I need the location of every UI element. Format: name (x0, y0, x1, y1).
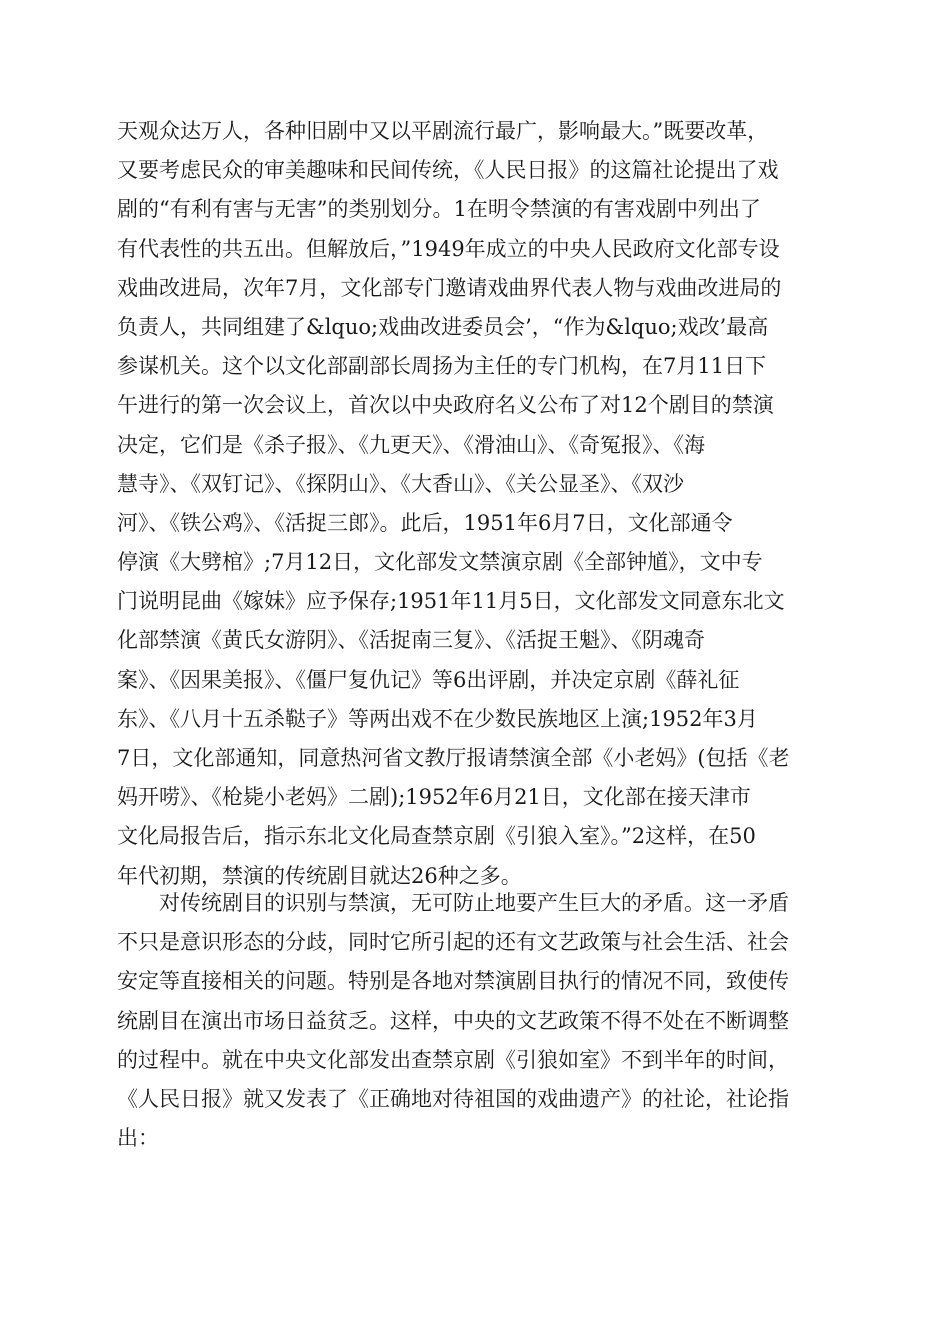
text-line: 出： (117, 1126, 159, 1151)
text-line: 门说明昆曲《嫁妹》应予保存;1951年11月5日，文化部发文同意东北文 (117, 589, 785, 614)
paragraph-2 (117, 884, 837, 1158)
text-line: 负责人，共同组建了&lquo;戏曲改进委员会’，“作为&lquo;戏改’最高 (117, 314, 769, 339)
text-line: 年代初期，禁演的传统剧目就达26种之多。 (117, 863, 522, 888)
text-line: 午进行的第一次会议上，首次以中央政府名义公布了对12个剧目的禁演 (117, 393, 774, 418)
text-line: 对传统剧目的识别与禁演，无可防止地要产生巨大的矛盾。这一矛盾 (159, 891, 789, 915)
text-line: 停演《大劈棺》;7月12日，文化部发文禁演京剧《全部钟馗》，文中专 (117, 550, 763, 575)
text-line: 化部禁演《黄氏女游阴》、《活捉南三复》、《活捉王魁》、《阴魂奇 (117, 628, 705, 653)
text-line: 妈开唠》、《枪毙小老妈》二剧);1952年6月21日，文化部在接天津市 (117, 785, 751, 810)
text-line: 有代表性的共五出。但解放后，”1949年成立的中央人民政府文化部专设 (117, 236, 780, 261)
text-line: 统剧目在演出市场日益贫乏。这样，中央的文艺政策不得不处在不断调整 (117, 1008, 789, 1033)
text-line: 慧寺》、《双钉记》、《探阴山》、《大香山》、《关公显圣》、《双沙 (117, 471, 684, 496)
text-line: 《人民日报》就又发表了《正确地对待祖国的戏曲遗产》的社论，社论指 (117, 1086, 789, 1111)
text-line: 文化局报告后，指示东北文化局查禁京剧《引狼入室》。”2这样，在50 (117, 824, 756, 849)
paragraph-1 (117, 112, 837, 896)
text-line: 剧的“有利有害与无害”的类别划分。1在明令禁演的有害戏剧中列出了 (117, 197, 761, 222)
text-line: 天观众达万人，各种旧剧中又以平剧流行最广，影响最大。”既要改革， (117, 119, 769, 143)
text-line: 又要考虑民众的审美趣味和民间传统，《人民日报》的这篇社论提出了戏 (117, 158, 779, 183)
text-line: 参谋机关。这个以文化部副部长周扬为主任的专门机构，在7月11日下 (117, 354, 767, 379)
text-line: 决定，它们是《杀子报》、《九更天》、《滑油山》、《奇冤报》、《海 (117, 432, 705, 457)
text-line: 戏曲改进局，次年7月，文化部专门邀请戏曲界代表人物与戏曲改进局的 (117, 275, 782, 300)
text-line: 案》、《因果美报》、《僵尸复仇记》等6出评剧，并决定京剧《薛礼征 (117, 667, 740, 692)
text-line: 的过程中。就在中央文化部发出查禁京剧《引狼如室》不到半年的时间， (117, 1047, 789, 1072)
text-line: 7日，文化部通知，同意热河省文教厅报请禁演全部《小老妈》(包括《老 (117, 746, 790, 770)
text-line: 不只是意识形态的分歧，同时它所引起的还有文艺政策与社会生活、社会 (117, 930, 789, 955)
text-line: 东》、《八月十五杀鞑子》等两出戏不在少数民族地区上演;1952年3月 (117, 706, 758, 731)
text-line: 安定等直接相关的问题。特别是各地对禁演剧目执行的情况不同，致使传 (117, 969, 789, 994)
text-line: 河》、《铁公鸡》、《活捉三郎》。此后，1951年6月7日，文化部通令 (117, 510, 733, 535)
